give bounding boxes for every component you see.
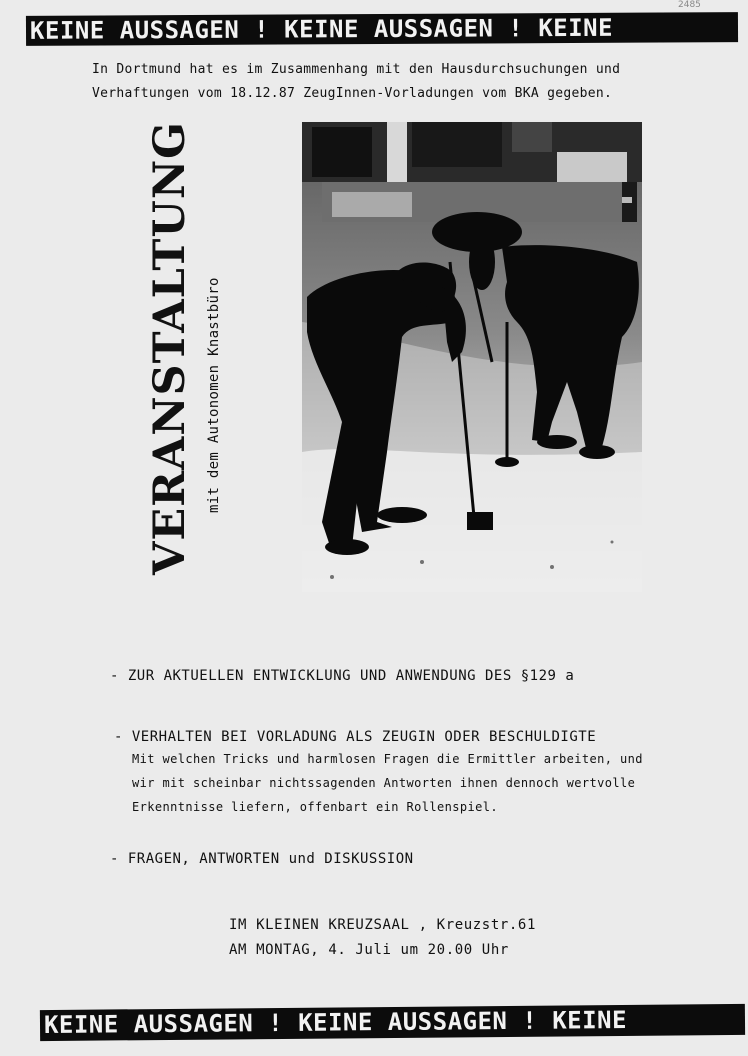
venue-line: IM KLEINEN KREUZSAAL , Kreuzstr.61 — [229, 917, 536, 933]
event-subtitle: mit dem Autonomen Knastbüro — [206, 277, 222, 513]
topic-3-heading: - FRAGEN, ANTWORTEN und DISKUSSION — [110, 851, 414, 867]
event-title: VERANSTALTUNG — [145, 121, 195, 575]
photo-two-men-with-metal-detectors — [302, 122, 642, 592]
intro-line-2: Verhaftungen vom 18.12.87 ZeugInnen-Vorladungen vom BKA gegeben. — [92, 86, 613, 101]
intro-line-1: In Dortmund hat es im Zusammenhang mit den Hausdurchsuchungen und — [92, 62, 621, 77]
topic-2-description-line: wir mit scheinbar nichtssagenden Antworten ihnen dennoch wertvolle — [132, 776, 636, 790]
topic-2-description-line: Mit welchen Tricks und harmlosen Fragen die Ermittler arbeiten, und — [132, 752, 643, 766]
topic-2-description-line: Erkenntnisse liefern, offenbart ein Rollenspiel. — [132, 800, 498, 814]
topic-1-heading: - ZUR AKTUELLEN ENTWICKLUNG UND ANWENDUNG DES §129 a — [110, 668, 575, 684]
bottom-banner: KEINE AUSSAGEN ! KEINE AUSSAGEN ! KEINE — [40, 1004, 745, 1041]
topic-2-heading: - VERHALTEN BEI VORLADUNG ALS ZEUGIN ODER BESCHULDIGTE — [114, 729, 597, 745]
corner-note: 2485 — [678, 0, 701, 10]
date-time-line: AM MONTAG, 4. Juli um 20.00 Uhr — [229, 942, 509, 958]
top-banner: KEINE AUSSAGEN ! KEINE AUSSAGEN ! KEINE — [26, 12, 738, 46]
